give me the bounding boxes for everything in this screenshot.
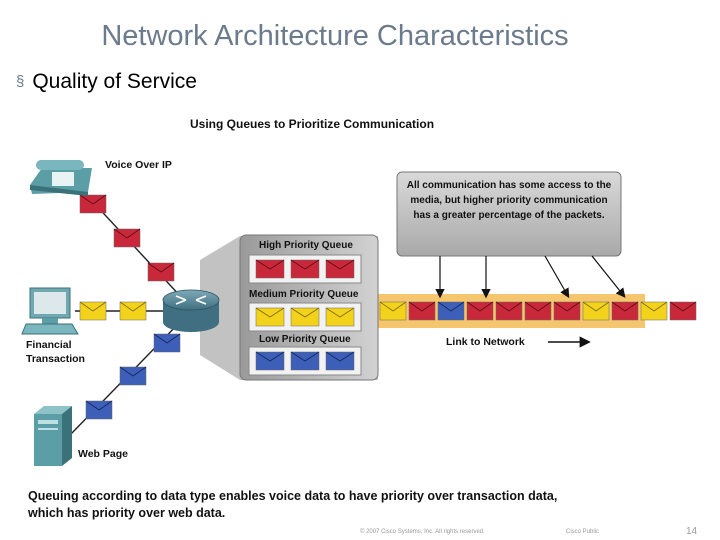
bullet-text: Quality of Service bbox=[32, 70, 197, 93]
diagram-title: Using Queues to Prioritize Communication bbox=[190, 117, 435, 131]
caption-line-2: which has priority over web data. bbox=[28, 506, 226, 520]
voice-packet-3 bbox=[148, 263, 174, 281]
financial-packet-1 bbox=[80, 302, 106, 320]
high-queue-packet-1 bbox=[256, 260, 284, 278]
link-packet-11 bbox=[670, 302, 696, 320]
voice-packet-1 bbox=[80, 195, 106, 213]
diagram-caption bbox=[28, 488, 608, 522]
callout-arrow-3 bbox=[545, 256, 568, 296]
low-queue-label: Low Priority Queue bbox=[259, 334, 351, 345]
medium-queue-label: Medium Priority Queue bbox=[249, 289, 359, 300]
low-queue-packet-2 bbox=[291, 352, 319, 370]
link-packet-3 bbox=[438, 302, 464, 320]
callout-text bbox=[398, 178, 620, 223]
high-queue-packet-2 bbox=[291, 260, 319, 278]
server-icon bbox=[34, 406, 72, 466]
web-packet-1 bbox=[154, 334, 180, 352]
footer-copyright: © 2007 Cisco Systems, Inc. All rights reserved. bbox=[360, 529, 485, 535]
callout-line-2: media, but higher priority communication bbox=[410, 195, 608, 206]
financial-label-line2: Transaction bbox=[26, 353, 85, 365]
callout-line-1: All communication has some access to the bbox=[406, 180, 612, 191]
web-label: Web Page bbox=[78, 448, 128, 460]
caption-line-1: Queuing according to data type enables voice data to have priority over transaction data, bbox=[28, 489, 558, 503]
link-packet-9 bbox=[612, 302, 638, 320]
page-number: 14 bbox=[686, 526, 698, 537]
financial-label-line1: Financial bbox=[26, 339, 72, 351]
link-packets bbox=[380, 302, 696, 320]
link-packet-10 bbox=[641, 302, 667, 320]
link-packet-1 bbox=[380, 302, 406, 320]
link-label: Link to Network bbox=[446, 336, 525, 348]
bullet-square-icon: § bbox=[16, 73, 25, 90]
medium-queue-packet-2 bbox=[291, 308, 319, 326]
link-packet-8 bbox=[583, 302, 609, 320]
voice-label: Voice Over IP bbox=[105, 159, 172, 171]
web-packet-2 bbox=[120, 367, 146, 385]
callout-line-3: has a greater percentage of the packets. bbox=[413, 210, 605, 221]
link-packet-6 bbox=[525, 302, 551, 320]
medium-queue-packet-3 bbox=[326, 308, 354, 326]
low-queue-packet-3 bbox=[326, 352, 354, 370]
web-packet-3 bbox=[86, 401, 112, 419]
voice-packet-2 bbox=[114, 229, 140, 247]
callout-arrow-4 bbox=[592, 256, 624, 296]
footer-classification: Cisco Public bbox=[566, 529, 600, 535]
financial-packet-2 bbox=[120, 302, 146, 320]
slide-title: Network Architecture Characteristics bbox=[101, 20, 569, 52]
link-packet-5 bbox=[496, 302, 522, 320]
ip-phone-icon bbox=[30, 160, 92, 196]
high-queue-packet-3 bbox=[326, 260, 354, 278]
medium-queue-packet-1 bbox=[256, 308, 284, 326]
link-packet-2 bbox=[409, 302, 435, 320]
link-packet-7 bbox=[554, 302, 580, 320]
computer-icon bbox=[22, 288, 78, 334]
router-icon bbox=[163, 290, 219, 332]
low-queue-packet-1 bbox=[256, 352, 284, 370]
high-queue-label: High Priority Queue bbox=[259, 240, 353, 251]
link-packet-4 bbox=[467, 302, 493, 320]
